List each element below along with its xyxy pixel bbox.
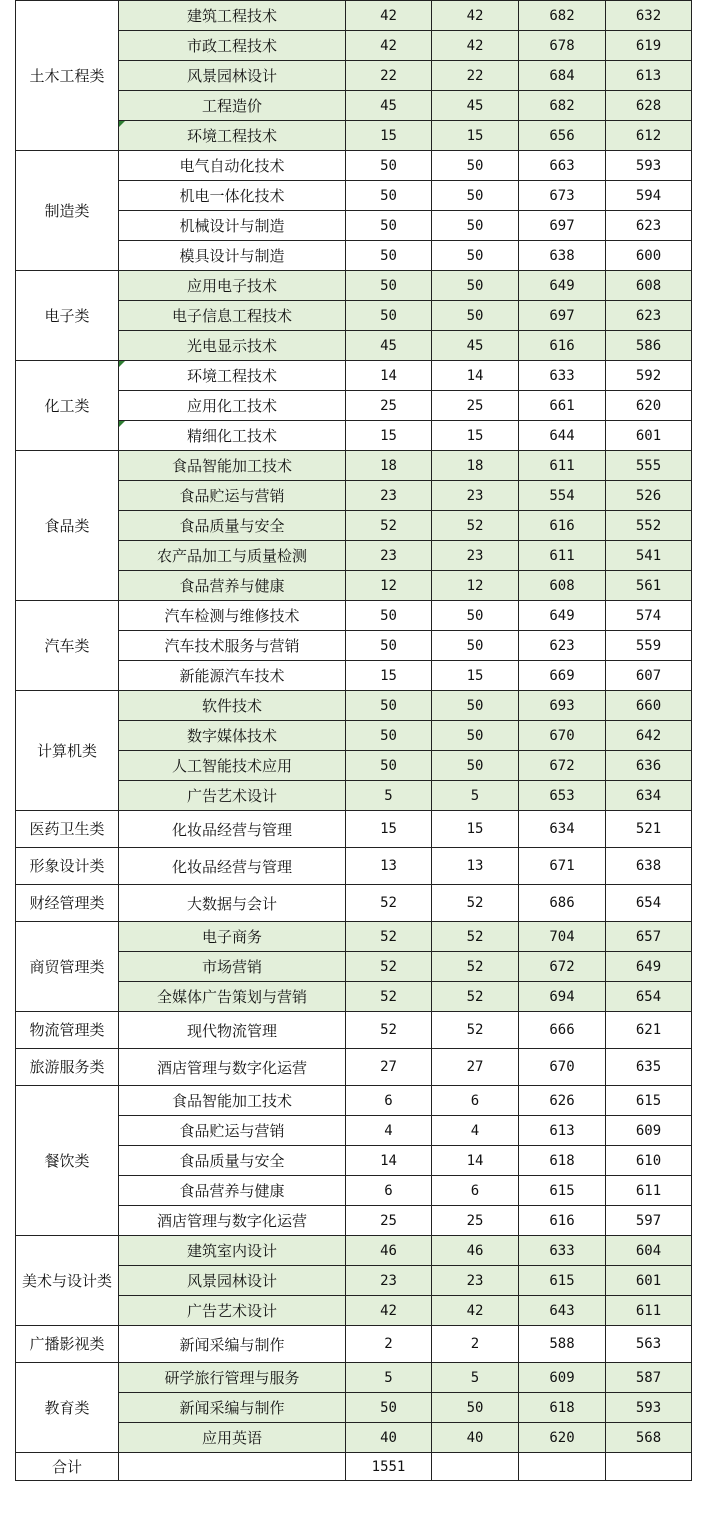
table-row <box>16 922 692 952</box>
value-cell-1: 40 <box>346 1423 432 1453</box>
major-cell: 工程造价 <box>119 91 346 121</box>
major-cell: 建筑室内设计 <box>119 1236 346 1266</box>
value-cell-3: 697 <box>519 301 606 331</box>
major-cell: 机械设计与制造 <box>119 211 346 241</box>
major-cell: 全媒体广告策划与营销 <box>119 982 346 1012</box>
value-cell-3: 682 <box>519 1 606 31</box>
value-cell-3: 609 <box>519 1363 606 1393</box>
category-cell: 食品类 <box>16 451 119 601</box>
value-cell-3: 626 <box>519 1086 606 1116</box>
value-cell-4: 649 <box>606 952 692 982</box>
value-cell-3: 678 <box>519 31 606 61</box>
value-cell-3: 686 <box>519 885 606 922</box>
value-cell-3: 704 <box>519 922 606 952</box>
major-cell: 食品智能加工技术 <box>119 451 346 481</box>
major-cell: 建筑工程技术 <box>119 1 346 31</box>
value-cell-3: 608 <box>519 571 606 601</box>
major-cell: 新闻采编与制作 <box>119 1393 346 1423</box>
table-row <box>16 361 692 391</box>
value-cell-2: 52 <box>432 982 519 1012</box>
category-cell: 电子类 <box>16 271 119 361</box>
value-cell-1: 50 <box>346 691 432 721</box>
major-cell: 环境工程技术 <box>119 121 346 151</box>
value-cell-1: 2 <box>346 1326 432 1363</box>
table-row <box>16 811 692 848</box>
value-cell-4: 632 <box>606 1 692 31</box>
value-cell-4: 628 <box>606 91 692 121</box>
value-cell-2: 42 <box>432 31 519 61</box>
value-cell-1: 4 <box>346 1116 432 1146</box>
value-cell-2: 45 <box>432 331 519 361</box>
value-cell-1: 50 <box>346 151 432 181</box>
value-cell-2: 2 <box>432 1326 519 1363</box>
major-cell: 酒店管理与数字化运营 <box>119 1206 346 1236</box>
major-cell: 农产品加工与质量检测 <box>119 541 346 571</box>
major-cell: 电气自动化技术 <box>119 151 346 181</box>
value-cell-1: 22 <box>346 61 432 91</box>
table-row <box>16 1086 692 1116</box>
value-cell-4: 586 <box>606 331 692 361</box>
value-cell-1: 12 <box>346 571 432 601</box>
value-cell-1: 50 <box>346 721 432 751</box>
table-body <box>16 1 692 1453</box>
value-cell-3: 661 <box>519 391 606 421</box>
value-cell-3: 672 <box>519 751 606 781</box>
value-cell-2: 12 <box>432 571 519 601</box>
value-cell-3: 634 <box>519 811 606 848</box>
value-cell-4: 613 <box>606 61 692 91</box>
category-cell: 物流管理类 <box>16 1012 119 1049</box>
value-cell-4: 559 <box>606 631 692 661</box>
value-cell-3: 663 <box>519 151 606 181</box>
major-cell: 风景园林设计 <box>119 1266 346 1296</box>
major-cell: 食品营养与健康 <box>119 571 346 601</box>
major-cell: 电子商务 <box>119 922 346 952</box>
value-cell-1: 23 <box>346 1266 432 1296</box>
category-cell: 餐饮类 <box>16 1086 119 1236</box>
total-row <box>16 1453 692 1481</box>
value-cell-4: 636 <box>606 751 692 781</box>
major-cell: 酒店管理与数字化运营 <box>119 1049 346 1086</box>
value-cell-1: 52 <box>346 885 432 922</box>
value-cell-2: 42 <box>432 1 519 31</box>
category-cell: 医药卫生类 <box>16 811 119 848</box>
value-cell-1: 25 <box>346 1206 432 1236</box>
category-cell: 美术与设计类 <box>16 1236 119 1326</box>
value-cell-2: 15 <box>432 121 519 151</box>
value-cell-2: 15 <box>432 661 519 691</box>
major-cell: 电子信息工程技术 <box>119 301 346 331</box>
value-cell-3: 633 <box>519 361 606 391</box>
value-cell-3: 672 <box>519 952 606 982</box>
value-cell-3: 673 <box>519 181 606 211</box>
value-cell-1: 50 <box>346 301 432 331</box>
value-cell-1: 5 <box>346 1363 432 1393</box>
value-cell-1: 5 <box>346 781 432 811</box>
value-cell-3: 554 <box>519 481 606 511</box>
major-cell: 环境工程技术 <box>119 361 346 391</box>
value-cell-3: 670 <box>519 721 606 751</box>
value-cell-1: 50 <box>346 1393 432 1423</box>
value-cell-1: 25 <box>346 391 432 421</box>
value-cell-1: 50 <box>346 181 432 211</box>
major-cell: 食品智能加工技术 <box>119 1086 346 1116</box>
value-cell-3: 616 <box>519 1206 606 1236</box>
value-cell-2: 52 <box>432 511 519 541</box>
value-cell-4: 607 <box>606 661 692 691</box>
value-cell-3: 633 <box>519 1236 606 1266</box>
value-cell-4: 619 <box>606 31 692 61</box>
value-cell-2: 42 <box>432 1296 519 1326</box>
value-cell-2: 25 <box>432 1206 519 1236</box>
value-cell-1: 15 <box>346 121 432 151</box>
value-cell-2: 25 <box>432 391 519 421</box>
value-cell-2: 45 <box>432 91 519 121</box>
major-cell: 软件技术 <box>119 691 346 721</box>
value-cell-4: 526 <box>606 481 692 511</box>
value-cell-1: 15 <box>346 811 432 848</box>
value-cell-4: 594 <box>606 181 692 211</box>
value-cell-1: 14 <box>346 361 432 391</box>
major-cell: 市政工程技术 <box>119 31 346 61</box>
value-cell-1: 52 <box>346 952 432 982</box>
value-cell-2: 6 <box>432 1086 519 1116</box>
value-cell-3: 649 <box>519 601 606 631</box>
value-cell-4: 568 <box>606 1423 692 1453</box>
value-cell-1: 18 <box>346 451 432 481</box>
value-cell-2: 50 <box>432 151 519 181</box>
value-cell-4: 601 <box>606 1266 692 1296</box>
major-cell: 应用英语 <box>119 1423 346 1453</box>
value-cell-3: 620 <box>519 1423 606 1453</box>
category-cell: 教育类 <box>16 1363 119 1453</box>
value-cell-2: 50 <box>432 751 519 781</box>
value-cell-4: 620 <box>606 391 692 421</box>
value-cell-1: 50 <box>346 271 432 301</box>
value-cell-4: 574 <box>606 601 692 631</box>
major-cell: 应用电子技术 <box>119 271 346 301</box>
value-cell-3: 653 <box>519 781 606 811</box>
value-cell-4: 555 <box>606 451 692 481</box>
value-cell-2: 46 <box>432 1236 519 1266</box>
value-cell-3: 670 <box>519 1049 606 1086</box>
value-cell-3: 643 <box>519 1296 606 1326</box>
value-cell-4: 612 <box>606 121 692 151</box>
value-cell-1: 15 <box>346 421 432 451</box>
table-row <box>16 1236 692 1266</box>
value-cell-3: 684 <box>519 61 606 91</box>
value-cell-1: 23 <box>346 541 432 571</box>
value-cell-3: 613 <box>519 1116 606 1146</box>
value-cell-4: 552 <box>606 511 692 541</box>
value-cell-2: 27 <box>432 1049 519 1086</box>
major-cell: 食品质量与安全 <box>119 1146 346 1176</box>
major-cell: 汽车技术服务与营销 <box>119 631 346 661</box>
value-cell-3: 666 <box>519 1012 606 1049</box>
major-cell: 广告艺术设计 <box>119 781 346 811</box>
value-cell-1: 52 <box>346 922 432 952</box>
value-cell-4: 601 <box>606 421 692 451</box>
value-cell-4: 600 <box>606 241 692 271</box>
category-cell: 旅游服务类 <box>16 1049 119 1086</box>
value-cell-4: 592 <box>606 361 692 391</box>
major-cell: 广告艺术设计 <box>119 1296 346 1326</box>
major-cell: 数字媒体技术 <box>119 721 346 751</box>
total-sum: 1551 <box>346 1453 432 1481</box>
major-cell: 市场营销 <box>119 952 346 982</box>
value-cell-2: 52 <box>432 922 519 952</box>
value-cell-3: 611 <box>519 541 606 571</box>
value-cell-2: 50 <box>432 271 519 301</box>
value-cell-2: 50 <box>432 1393 519 1423</box>
value-cell-2: 50 <box>432 601 519 631</box>
value-cell-4: 654 <box>606 885 692 922</box>
value-cell-3: 615 <box>519 1176 606 1206</box>
value-cell-4: 521 <box>606 811 692 848</box>
value-cell-1: 13 <box>346 848 432 885</box>
value-cell-2: 23 <box>432 481 519 511</box>
value-cell-4: 593 <box>606 151 692 181</box>
value-cell-3: 616 <box>519 331 606 361</box>
category-cell: 化工类 <box>16 361 119 451</box>
major-cell: 精细化工技术 <box>119 421 346 451</box>
major-cell: 食品质量与安全 <box>119 511 346 541</box>
value-cell-1: 50 <box>346 631 432 661</box>
table-row <box>16 601 692 631</box>
major-cell: 研学旅行管理与服务 <box>119 1363 346 1393</box>
value-cell-1: 50 <box>346 601 432 631</box>
value-cell-3: 616 <box>519 511 606 541</box>
value-cell-4: 654 <box>606 982 692 1012</box>
category-cell: 财经管理类 <box>16 885 119 922</box>
table-row <box>16 1049 692 1086</box>
value-cell-3: 644 <box>519 421 606 451</box>
category-cell: 形象设计类 <box>16 848 119 885</box>
value-cell-1: 42 <box>346 31 432 61</box>
category-cell: 计算机类 <box>16 691 119 811</box>
value-cell-1: 14 <box>346 1146 432 1176</box>
value-cell-3: 611 <box>519 451 606 481</box>
major-cell: 现代物流管理 <box>119 1012 346 1049</box>
value-cell-3: 656 <box>519 121 606 151</box>
value-cell-3: 618 <box>519 1393 606 1423</box>
value-cell-1: 52 <box>346 1012 432 1049</box>
value-cell-4: 541 <box>606 541 692 571</box>
value-cell-1: 42 <box>346 1296 432 1326</box>
category-cell: 制造类 <box>16 151 119 271</box>
total-cell-major <box>119 1453 346 1481</box>
value-cell-3: 671 <box>519 848 606 885</box>
value-cell-4: 634 <box>606 781 692 811</box>
value-cell-1: 15 <box>346 661 432 691</box>
value-cell-3: 649 <box>519 271 606 301</box>
value-cell-4: 604 <box>606 1236 692 1266</box>
value-cell-1: 45 <box>346 91 432 121</box>
value-cell-3: 682 <box>519 91 606 121</box>
major-cell: 新闻采编与制作 <box>119 1326 346 1363</box>
value-cell-1: 52 <box>346 982 432 1012</box>
value-cell-2: 40 <box>432 1423 519 1453</box>
value-cell-1: 6 <box>346 1176 432 1206</box>
value-cell-4: 587 <box>606 1363 692 1393</box>
total-cell-3 <box>519 1453 606 1481</box>
major-cell: 光电显示技术 <box>119 331 346 361</box>
major-cell: 食品营养与健康 <box>119 1176 346 1206</box>
value-cell-2: 13 <box>432 848 519 885</box>
total-cell-2 <box>432 1453 519 1481</box>
category-cell: 商贸管理类 <box>16 922 119 1012</box>
value-cell-4: 623 <box>606 211 692 241</box>
value-cell-1: 42 <box>346 1 432 31</box>
table-row <box>16 1363 692 1393</box>
major-cell: 化妆品经营与管理 <box>119 811 346 848</box>
major-cell: 食品贮运与营销 <box>119 1116 346 1146</box>
value-cell-3: 697 <box>519 211 606 241</box>
value-cell-4: 610 <box>606 1146 692 1176</box>
value-cell-2: 5 <box>432 781 519 811</box>
value-cell-2: 14 <box>432 1146 519 1176</box>
value-cell-3: 669 <box>519 661 606 691</box>
table-row <box>16 1012 692 1049</box>
value-cell-4: 660 <box>606 691 692 721</box>
value-cell-2: 5 <box>432 1363 519 1393</box>
major-cell: 风景园林设计 <box>119 61 346 91</box>
value-cell-4: 609 <box>606 1116 692 1146</box>
value-cell-2: 4 <box>432 1116 519 1146</box>
value-cell-4: 642 <box>606 721 692 751</box>
total-cell-4 <box>606 1453 692 1481</box>
value-cell-4: 593 <box>606 1393 692 1423</box>
value-cell-2: 15 <box>432 811 519 848</box>
value-cell-2: 6 <box>432 1176 519 1206</box>
total-label: 合计 <box>16 1453 119 1481</box>
value-cell-1: 23 <box>346 481 432 511</box>
value-cell-1: 6 <box>346 1086 432 1116</box>
value-cell-2: 23 <box>432 1266 519 1296</box>
major-cell: 机电一体化技术 <box>119 181 346 211</box>
table-row <box>16 451 692 481</box>
value-cell-1: 50 <box>346 751 432 781</box>
value-cell-4: 615 <box>606 1086 692 1116</box>
value-cell-2: 18 <box>432 451 519 481</box>
major-cell: 汽车检测与维修技术 <box>119 601 346 631</box>
value-cell-1: 45 <box>346 331 432 361</box>
value-cell-2: 50 <box>432 301 519 331</box>
value-cell-2: 52 <box>432 885 519 922</box>
value-cell-2: 15 <box>432 421 519 451</box>
value-cell-4: 623 <box>606 301 692 331</box>
table-row <box>16 151 692 181</box>
table-row <box>16 848 692 885</box>
value-cell-3: 694 <box>519 982 606 1012</box>
value-cell-4: 597 <box>606 1206 692 1236</box>
value-cell-4: 608 <box>606 271 692 301</box>
category-cell: 广播影视类 <box>16 1326 119 1363</box>
value-cell-1: 52 <box>346 511 432 541</box>
value-cell-2: 50 <box>432 691 519 721</box>
value-cell-4: 657 <box>606 922 692 952</box>
table-row <box>16 691 692 721</box>
table-row <box>16 271 692 301</box>
value-cell-3: 615 <box>519 1266 606 1296</box>
value-cell-2: 52 <box>432 952 519 982</box>
category-cell: 土木工程类 <box>16 1 119 151</box>
value-cell-3: 618 <box>519 1146 606 1176</box>
value-cell-2: 50 <box>432 181 519 211</box>
value-cell-1: 27 <box>346 1049 432 1086</box>
value-cell-4: 638 <box>606 848 692 885</box>
value-cell-4: 635 <box>606 1049 692 1086</box>
value-cell-2: 22 <box>432 61 519 91</box>
major-cell: 人工智能技术应用 <box>119 751 346 781</box>
major-cell: 化妆品经营与管理 <box>119 848 346 885</box>
value-cell-1: 50 <box>346 211 432 241</box>
value-cell-4: 621 <box>606 1012 692 1049</box>
major-cell: 应用化工技术 <box>119 391 346 421</box>
value-cell-3: 638 <box>519 241 606 271</box>
value-cell-2: 50 <box>432 241 519 271</box>
major-cell: 大数据与会计 <box>119 885 346 922</box>
value-cell-4: 611 <box>606 1176 692 1206</box>
category-cell: 汽车类 <box>16 601 119 691</box>
value-cell-3: 693 <box>519 691 606 721</box>
value-cell-2: 50 <box>432 631 519 661</box>
value-cell-2: 50 <box>432 211 519 241</box>
value-cell-1: 46 <box>346 1236 432 1266</box>
value-cell-2: 23 <box>432 541 519 571</box>
value-cell-2: 14 <box>432 361 519 391</box>
major-cell: 新能源汽车技术 <box>119 661 346 691</box>
table-row <box>16 1326 692 1363</box>
value-cell-3: 623 <box>519 631 606 661</box>
value-cell-4: 561 <box>606 571 692 601</box>
value-cell-2: 52 <box>432 1012 519 1049</box>
value-cell-1: 50 <box>346 241 432 271</box>
major-cell: 模具设计与制造 <box>119 241 346 271</box>
value-cell-4: 611 <box>606 1296 692 1326</box>
value-cell-4: 563 <box>606 1326 692 1363</box>
table-row <box>16 885 692 922</box>
value-cell-2: 50 <box>432 721 519 751</box>
table-row <box>16 1 692 31</box>
admission-table <box>15 0 692 1481</box>
value-cell-3: 588 <box>519 1326 606 1363</box>
major-cell: 食品贮运与营销 <box>119 481 346 511</box>
